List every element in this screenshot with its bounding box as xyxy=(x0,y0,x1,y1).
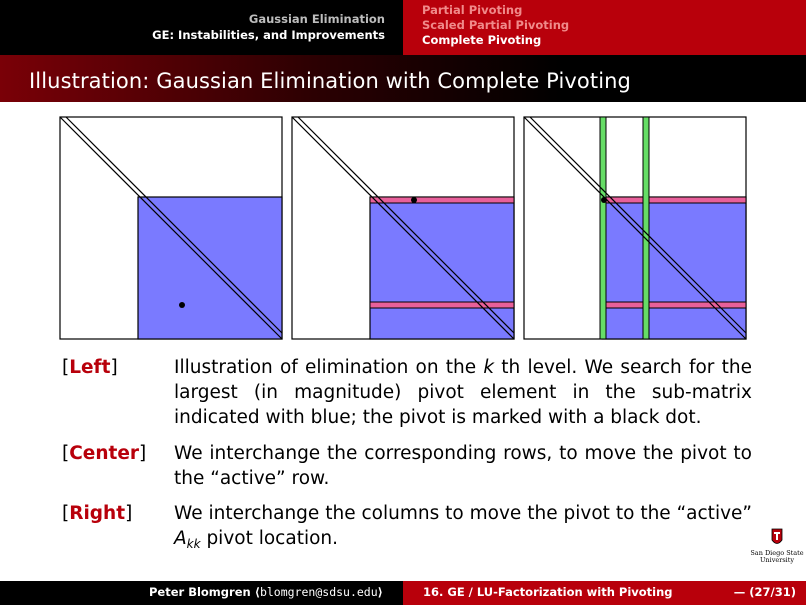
pivot-dot xyxy=(179,302,185,308)
description-item-right xyxy=(62,501,752,555)
university-logo xyxy=(749,528,805,568)
footer-right xyxy=(403,581,806,605)
logo-line-1: San Diego State xyxy=(750,549,804,557)
active-column-green xyxy=(600,117,606,339)
active-row-pink xyxy=(370,197,514,203)
pivot-row-pink xyxy=(602,302,746,308)
footer-author: Peter Blomgren ⟨blomgren@sdsu.edu⟩ xyxy=(149,585,383,599)
description-tag: [Right] xyxy=(62,503,133,524)
footer-page-number: — (27/31) xyxy=(733,585,796,599)
slide-title-bar xyxy=(0,55,806,102)
header-subsection-nav xyxy=(403,0,806,55)
pivot-row-pink xyxy=(370,302,514,308)
nav-item-scaled-partial-pivoting[interactable]: Scaled Partial Pivoting xyxy=(422,18,570,32)
slide-title: Illustration: Gaussian Elimination with Complete Pivoting xyxy=(29,69,631,93)
active-row-pink xyxy=(602,197,746,203)
description-text: We interchange the corresponding rows, to move the pivot to the “active” row. xyxy=(174,443,752,489)
pivot-column-green xyxy=(643,117,649,339)
description-tag: [Left] xyxy=(62,357,118,378)
university-crest-icon xyxy=(769,528,785,548)
description-list xyxy=(62,355,752,555)
description-text: Illustration of elimination on the k th level. We search for the largest (in magnitude) pivot element in the sub-matrix indicated with blue; the pivot is marked with a black dot. xyxy=(174,357,752,428)
header-section-nav xyxy=(0,0,403,55)
description-item-center xyxy=(62,441,752,495)
subsection-title[interactable]: GE: Instabilities, and Improvements xyxy=(152,28,385,42)
footer-lecture-title: 16. GE / LU-Factorization with Pivoting xyxy=(423,585,673,599)
description-tag: [Center] xyxy=(62,443,147,464)
nav-item-partial-pivoting[interactable]: Partial Pivoting xyxy=(422,3,523,17)
footer-email[interactable]: blomgren@sdsu.edu xyxy=(259,585,378,599)
logo-line-2: University xyxy=(759,556,795,564)
panel-right xyxy=(524,117,746,339)
description-text: We interchange the columns to move the pivot to the “active” $A_{kk}$ pivot location. xyxy=(174,503,752,551)
nav-item-complete-pivoting[interactable]: Complete Pivoting xyxy=(422,33,542,47)
footer-bar xyxy=(0,581,806,605)
section-title[interactable]: Gaussian Elimination xyxy=(248,12,385,26)
panel-left xyxy=(60,117,282,339)
pivot-dot xyxy=(601,197,607,203)
panel-center xyxy=(292,117,514,339)
description-item-left xyxy=(62,355,752,435)
pivot-dot xyxy=(411,197,417,203)
pivoting-illustration xyxy=(58,115,750,341)
